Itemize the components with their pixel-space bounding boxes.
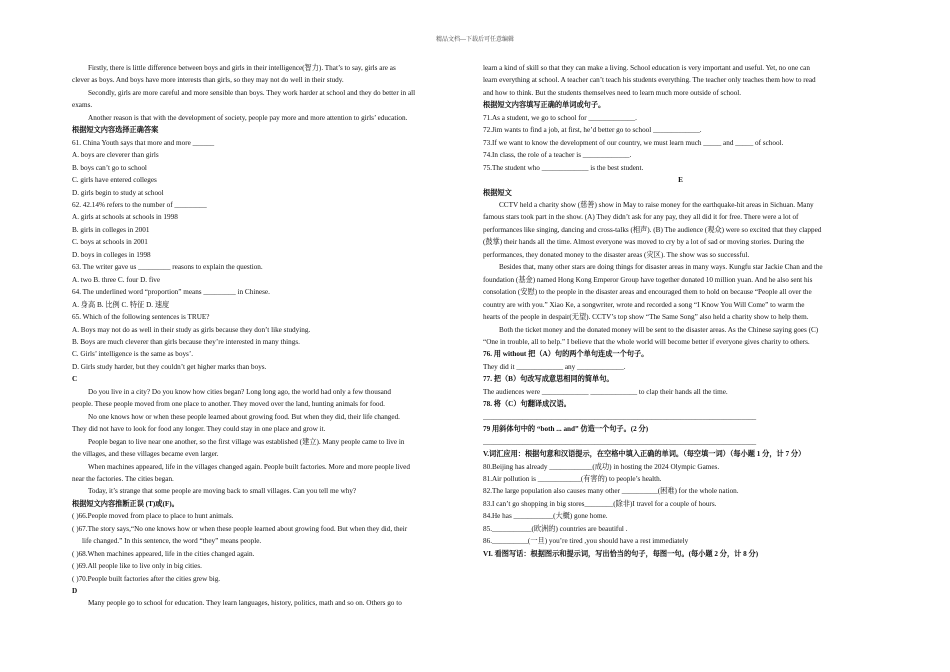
text-line: People began to live near one another, so the first village was established (建立). Many people came to live in	[88, 437, 405, 446]
text-line: The audiences were _____________ _____________ to clap their hands all the time.	[483, 387, 728, 396]
text-line: E	[678, 176, 683, 185]
text-line: 77. 把（B）句改写成意思相同的简单句。	[483, 375, 614, 384]
text-line: They did not have to look for food any longer. They could stay in one place and grow it.	[72, 425, 326, 434]
text-line: 64. The underlined word “proportion” means _________ in Chinese.	[72, 288, 270, 297]
text-line: learn everything at school. A teacher can’t teach his students everything. The teacher only teaches them how to read	[483, 76, 816, 85]
text-line: near the factories. The cities began.	[72, 474, 174, 483]
text-line: B. girls in colleges in 2001	[72, 225, 150, 234]
text-line: ( )68.When machines appeared, life in the cities changed again.	[72, 549, 255, 558]
text-line: “One in trouble, all to help.” I believe that the whole world will become better if everyone gives charity to others.	[483, 337, 810, 346]
text-line: B. boys can’t go to school	[72, 163, 147, 172]
text-line: C	[72, 375, 78, 384]
text-line: C. boys at schools in 2001	[72, 238, 148, 247]
text-line: A. two B. three C. four D. five	[72, 275, 161, 284]
text-line: No one knows how or when these people learned about growing food. But when they did, their life changed.	[88, 412, 400, 421]
text-line: 71.As a student, we go to school for _____________.	[483, 113, 637, 122]
text-line: 76. 用 without 把（A）句的两个单句连成一个句子。	[483, 350, 649, 359]
text-line: clever as boys. And boys have more interests than girls, so they may not do well in their study.	[72, 76, 344, 85]
text-line: 80.Beijing has already ____________(成功) in hosting the 2024 Olympic Games.	[483, 462, 720, 471]
text-line: Another reason is that with the development of society, people pay more and more attention to girls’ education.	[88, 113, 408, 122]
text-line: ( )69.All people like to live only in big cities.	[72, 562, 202, 571]
text-line: Firstly, there is little difference between boys and girls in their intelligence(智力). That’s to say, girls are as	[88, 64, 396, 72]
text-line: C. girls have entered colleges	[72, 176, 157, 185]
text-line: D. Girls study harder, but they couldn’t get higher marks than boys.	[72, 362, 267, 371]
text-line: A. Boys may not do as well in their study as girls because they don’t like studying.	[72, 325, 311, 334]
text-line: VI. 看图写话：根据图示和提示词，写出恰当的句子，每图一句。(每小题 2 分，计 8 分)	[483, 549, 759, 558]
text-line: ____________________________________________________________________________	[483, 412, 757, 421]
text-line: country are with you.” Xiao Ke, a songwriter, wrote and recorded a song “I Know You Will Come” to warm the	[483, 300, 805, 309]
text-line: 73.If we want to know the development of our country, we must learn much _____ and _____ of school.	[483, 138, 784, 147]
text-line: 81.Air pollution is ____________(有害的) to people’s health.	[483, 474, 662, 483]
text-line: 根据短文内容推断正误 (T)或(F)。	[72, 499, 179, 508]
text-line: 根据短文内容选择正确答案	[72, 126, 159, 135]
text-line: 78. 将（C）句翻译成汉语。	[483, 400, 571, 409]
text-line: 84.He has ___________(大概) gone home.	[483, 512, 608, 521]
text-line: 85.___________(欧洲的) countries are beautiful .	[483, 524, 628, 533]
text-line: life changed.” In this sentence, the word “they” means people.	[82, 537, 262, 546]
text-line: 65. Which of the following sentences is TRUE?	[72, 313, 210, 322]
text-line: Do you live in a city? Do you know how cities began? Long long ago, the world had only a few thousand	[88, 387, 392, 396]
text-line: Secondly, girls are more careful and more sensible than boys. They work harder at school and they do better in all	[88, 88, 416, 97]
text-line: A. 身高 B. 比例 C. 特征 D. 速度	[72, 300, 170, 309]
text-line: D. boys in colleges in 1998	[72, 250, 151, 259]
text-line: ____________________________________________________________________________	[483, 437, 757, 446]
text-line: ( )70.People built factories after the cities grew big.	[72, 574, 221, 583]
text-line: CCTV held a charity show (慈善) show in May to raise money for the earthquake-hit areas in Sichuan. Many	[499, 200, 814, 209]
text-line: Today, it’s strange that some people are moving back to small villages. Can you tell me why?	[88, 487, 357, 496]
text-line: people. These people moved from one place to another. They moved over the land, hunting animals for food.	[72, 400, 385, 409]
text-line: 63. The writer gave us _________ reasons to explain the question.	[72, 263, 263, 272]
text-line: A. boys are cleverer than girls	[72, 151, 159, 160]
text-line: famous stars took part in the show. (A) They didn’t ask for any pay, they all did it for free. There were a lot of	[483, 213, 799, 222]
text-line: A. girls at schools at schools in 1998	[72, 213, 178, 222]
text-line: D	[72, 587, 78, 596]
text-line: consolation (安慰) to the people in the disaster areas and encouraged them to hold on because “People all over the	[483, 288, 812, 297]
text-line: performances like singing, dancing and cross-talks (相声). (B) The audience (观众) were so excited that they clapped	[483, 225, 822, 234]
text-line: performances, they donated money to the disaster areas (灾区). The show was so successful.	[483, 250, 750, 259]
text-line: They did it _____________ any _____________.	[483, 362, 626, 371]
text-line: B. Boys are much cleverer than girls because they’re interested in many things.	[72, 337, 300, 346]
text-line: When machines appeared, life in the villages changed again. People built factories. More and more people lived	[88, 462, 410, 471]
text-line: 74.In class, the role of a teacher is _____________.	[483, 151, 632, 160]
text-line: D. girls begin to study at school	[72, 188, 164, 197]
left-column	[72, 62, 467, 610]
right-column	[483, 62, 878, 560]
text-line: 根据短文内容填写正确的单词或句子。	[483, 101, 606, 110]
text-line: V.词汇应用：根据句意和汉语提示，在空格中填入正确的单词。（每空填一词）（每小题 1 分，计 7 分）	[483, 450, 806, 459]
text-line: 82.The large population also causes many other __________(困难) for the whole nation.	[483, 487, 739, 496]
text-line: learn a kind of skill so that they can make a living. School education is very important and useful. Yet, no one can	[483, 64, 810, 72]
text-line: 83.I can’t go shopping in big stores________(除非)I travel for a couple of hours.	[483, 499, 717, 508]
text-line: 61. China Youth says that more and more ______	[72, 138, 215, 147]
text-line: 62. 42.14% refers to the number of _________	[72, 200, 207, 209]
text-line: 72.Jim wants to find a job, at first, he’d better go to school _____________.	[483, 126, 702, 135]
page-header: 精品文档---下载后可任意编辑	[436, 37, 514, 43]
text-line: Many people go to school for education. They learn languages, history, politics, math and so on. Others go to	[88, 599, 402, 608]
text-line: 79 用斜体句中的 “both ... and” 仿造一个句子。(2 分)	[483, 425, 649, 434]
text-line: Besides that, many other stars are doing things for disaster areas in many ways. Kungfu star Jackie Chan and the	[499, 263, 823, 272]
text-line: and how to think. But the students themselves need to learn much more outside of school.	[483, 88, 742, 97]
text-line: the villages, and these villages became even larger.	[72, 450, 219, 459]
text-line: 75.The student who _____________ is the best student.	[483, 163, 644, 172]
text-line: ( )66.People moved from place to place to hunt animals.	[72, 512, 234, 521]
text-line: 根据短文	[483, 188, 512, 197]
text-line: ( )67.The story says,“No one knows how or when these people learned about growing food. But when they did, their	[72, 524, 408, 533]
text-line: Both the ticket money and the donated money will be sent to the disaster areas. As the Chinese saying goes (C)	[499, 325, 819, 334]
text-line: exams.	[72, 101, 93, 110]
text-line: 86.__________(一旦) you’re tired ,you should have a rest immediately	[483, 537, 689, 546]
text-line: (鼓掌) their hands all the time. Almost everyone was moved to cry by a lot of sad or moving stories. During the	[483, 238, 805, 247]
text-line: hearts of the people in despair(无望). CCTV’s top show “The Same Song” also held a charity show to help them.	[483, 313, 809, 322]
text-line: C. Girls’ intelligence is the same as boys’.	[72, 350, 194, 359]
text-line: foundation (基金) named Hong Kong Emperor Group have together donated 10 million yuan. And he also sent his	[483, 275, 813, 284]
